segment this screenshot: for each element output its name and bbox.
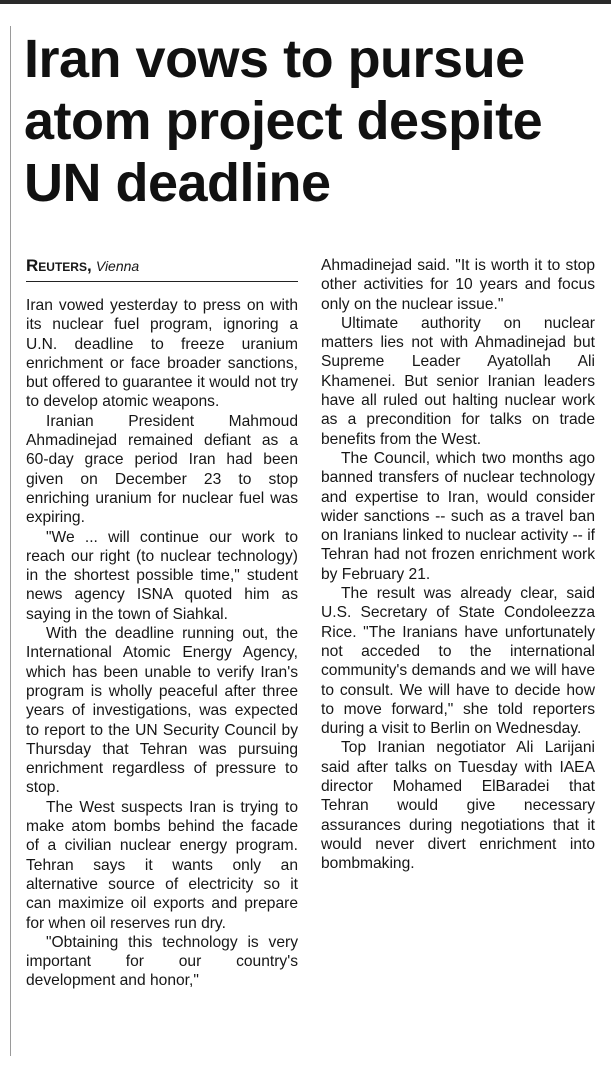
paragraph: Ahmadinejad said. "It is worth it to stop other activities for 10 years and focus only on the nuclear issue." [321,257,595,313]
paragraph: "Obtaining this technology is very important for our country's development and honor," [26,933,298,990]
left-margin-rule [10,26,11,1056]
article-headline: Iran vows to pursue atom project despite UN deadline [24,29,543,213]
paragraph: "We ... will continue our work to reach our right (to nuclear technology) in the shortest possible time," student news agency ISNA quoted him as saying in the town of Siahkal. [26,528,298,623]
paragraph: Iranian President Mahmoud Ahmadinejad remained defiant as a 60-day grace period Iran had been given on December 23 to stop enriching uranium for nuclear fuel was expiring. [26,412,298,527]
paragraph: Ultimate authority on nuclear matters lies not with Ahmadinejad but Supreme Leader Ayatollah Ali Khamenei. But senior Iranian leaders have all ruled out halting nuclear work as a precondition for talks on trade benefits from the West. [321,314,595,448]
byline-agency: Reuters, [26,256,92,275]
paragraph: The result was already clear, said U.S. Secretary of State Condoleezza Rice. "The Iranians have unfortunately not acceded to the international community's demands and we will have to consult. We will have to decide how to move forward," she told reporters during a visit to Berlin on Wednesday. [321,585,595,738]
paragraph: The West suspects Iran is trying to make atom bombs behind the facade of a civilian nuclear energy program. Tehran says it wants only an alternative source of electricity so it can maximize oil exports and prepare for when oil reserves run dry. [26,798,298,932]
top-border-rule [0,0,611,4]
paragraph: Top Iranian negotiator Ali Larijani said after talks on Tuesday with IAEA director Mohamed ElBaradei that Tehran would give necessary assurances during negotiations that it would never divert enrichment into bombmaking. [321,739,595,873]
byline-city: Vienna [95,258,140,274]
article-column-left [26,296,298,991]
paragraph: With the deadline running out, the International Atomic Energy Agency, which has been unable to verify Iran's program is wholly peaceful after three years of investigations, was expected to report to the UN Security Council by Thursday that Tehran was pursuing enrichment regardless of pressure to stop. [26,625,298,797]
paragraph: Iran vowed yesterday to press on with its nuclear fuel program, ignoring a U.N. deadline to freeze uranium enrichment or face broader sanctions, but offered to guarantee it would not try to develop atomic weapons. [26,297,298,411]
article-column-right [321,256,595,874]
byline [26,256,298,282]
paragraph: The Council, which two months ago banned transfers of nuclear technology and expertise to Iran, would consider wider sanctions -- such as a travel ban on Iranians linked to nuclear activity -- if Tehran had not frozen enrichment work by February 21. [321,449,595,583]
